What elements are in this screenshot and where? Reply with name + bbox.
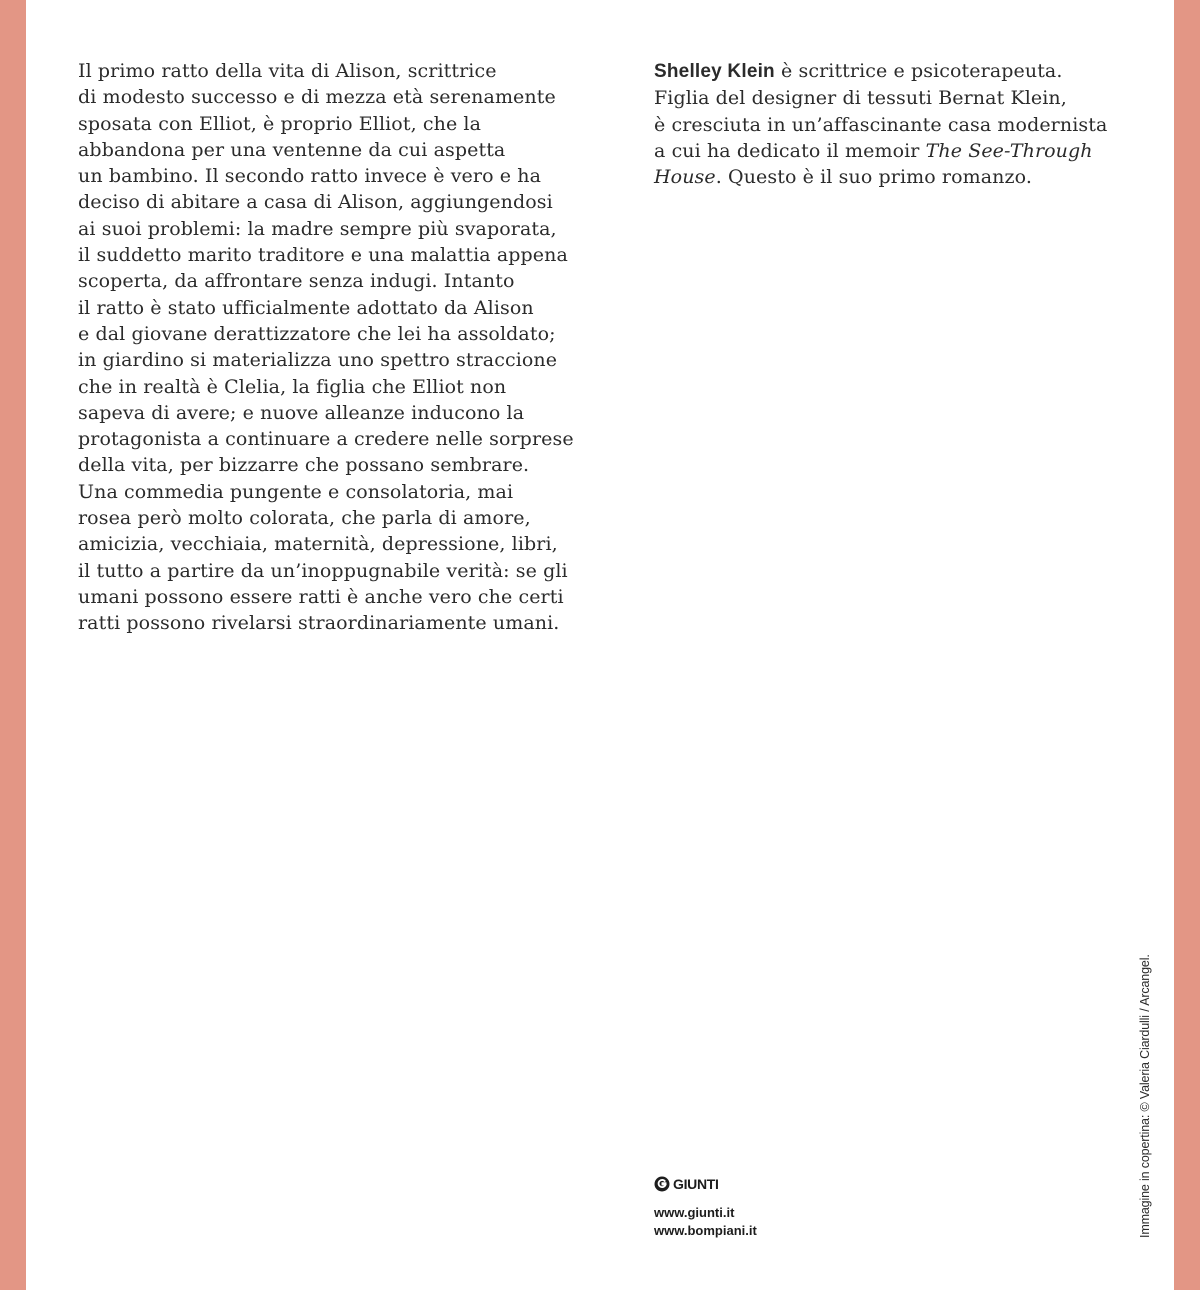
memoir-title: The See-Through [925, 139, 1093, 162]
bio-line: è cresciuta in un’affascinante casa modernista [654, 113, 1108, 136]
synopsis-line: in giardino si materializza uno spettro straccione [78, 349, 558, 372]
synopsis-line: il suddetto marito traditore e una malattia appena [78, 244, 568, 267]
synopsis-line: il ratto è stato ufficialmente adottato da Alison [78, 296, 534, 319]
synopsis-line: protagonista a continuare a credere nelle sorprese [78, 428, 574, 451]
bio-text: è scrittrice e psicoterapeuta. [774, 60, 1063, 82]
synopsis-line: amicizia, vecchiaia, maternità, depressione, libri, [78, 533, 558, 556]
synopsis-line: rosea però molto colorata, che parla di amore, [78, 507, 531, 530]
synopsis-line: umani possono essere ratti è anche vero che certi [78, 585, 564, 608]
publisher-block [654, 1176, 757, 1240]
bio-text: . Questo è il suo primo romanzo. [715, 166, 1032, 189]
synopsis-line: deciso di abitare a casa di Alison, aggiungendosi [78, 191, 553, 214]
synopsis-line: e dal giovane derattizzatore che lei ha assoldato; [78, 322, 556, 345]
memoir-title: House [654, 166, 716, 189]
bio-line: Figlia del designer di tessuti Bernat Klein, [654, 87, 1067, 110]
synopsis-line: un bambino. Il secondo ratto invece è vero e ha [78, 165, 542, 188]
publisher-logo [654, 1176, 757, 1192]
synopsis-line: Il primo ratto della vita di Alison, scrittrice [78, 60, 497, 82]
bio-line [654, 58, 1134, 85]
author-bio [654, 58, 1134, 190]
synopsis-line: abbandona per una ventenne da cui aspetta [78, 138, 506, 161]
synopsis-line: il tutto a partire da un’inoppugnabile verità: se gli [78, 559, 568, 582]
synopsis-line: di modesto successo e di mezza età serenamente [78, 86, 556, 109]
synopsis-line: che in realtà è Clelia, la figlia che Elliot non [78, 375, 507, 398]
right-color-band [1174, 0, 1200, 1290]
synopsis-line: della vita, per bizzarre che possano sembrare. [78, 454, 530, 477]
synopsis-line: Una commedia pungente e consolatoria, mai [78, 480, 514, 503]
synopsis-line: sapeva di avere; e nuove alleanze inducono la [78, 401, 525, 424]
bio-line [654, 138, 1134, 164]
publisher-url[interactable]: www.bompiani.it [654, 1223, 757, 1238]
cover-image-credit: Immagine in copertina: © Valeria Ciardulli / Arcangel. [1138, 954, 1152, 1238]
left-color-band [0, 0, 26, 1290]
synopsis-line: sposata con Elliot, è proprio Elliot, che la [78, 112, 482, 135]
synopsis-text [78, 58, 578, 637]
synopsis-line: scoperta, da affrontare senza indugi. Intanto [78, 270, 515, 293]
synopsis-line: ratti possono rivelarsi straordinariamente umani. [78, 612, 560, 635]
bio-text: a cui ha dedicato il memoir [654, 139, 926, 162]
author-name: Shelley Klein [654, 61, 775, 82]
giunti-g-icon [654, 1176, 670, 1192]
bio-line [654, 164, 1134, 190]
publisher-url[interactable]: www.giunti.it [654, 1205, 735, 1220]
publisher-name: GIUNTI [673, 1176, 719, 1192]
synopsis-line: ai suoi problemi: la madre sempre più svaporata, [78, 217, 557, 240]
